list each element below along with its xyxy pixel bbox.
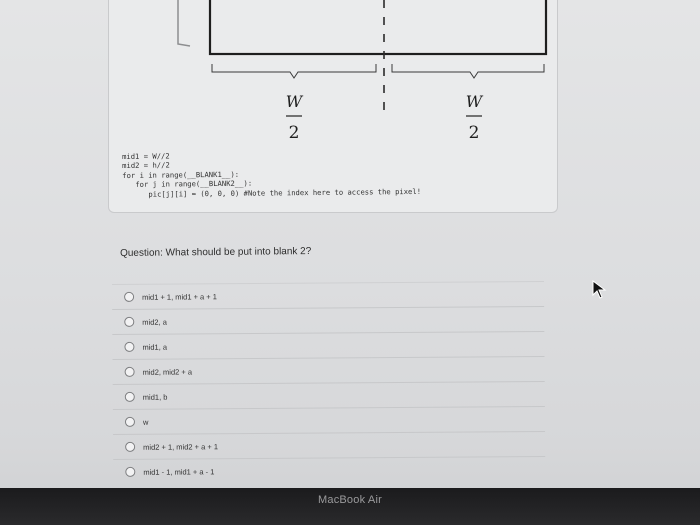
answer-option[interactable] (112, 281, 544, 309)
left-fraction-numerator: W (285, 92, 303, 111)
option-label: mid2, a (142, 317, 167, 327)
code-line: mid1 = W//2 (122, 151, 170, 161)
radio-button[interactable] (125, 367, 135, 377)
answer-option[interactable] (113, 406, 545, 434)
radio-button[interactable] (125, 467, 135, 477)
image-rectangle (210, 0, 546, 54)
radio-button[interactable] (125, 392, 135, 402)
right-fraction-numerator: W (465, 92, 483, 111)
left-brace (212, 64, 376, 78)
answer-option[interactable] (113, 431, 545, 459)
option-label: mid2 + 1, mid2 + a + 1 (143, 441, 219, 452)
radio-button[interactable] (125, 417, 135, 427)
code-block (122, 149, 421, 199)
answer-option[interactable] (112, 331, 544, 359)
answer-option[interactable] (113, 456, 545, 484)
code-line: for j in range(__BLANK2__): (122, 178, 253, 190)
mouse-cursor-icon (592, 280, 608, 300)
left-fraction-denominator: 2 (288, 123, 300, 143)
radio-button[interactable] (124, 317, 134, 327)
option-label: mid1 - 1, mid1 + a - 1 (143, 466, 215, 477)
answer-option[interactable] (113, 381, 545, 409)
right-fraction-denominator: 2 (468, 123, 480, 143)
option-label: mid1 + 1, mid1 + a + 1 (142, 291, 217, 302)
code-line: for i in range(__BLANK1__): (122, 169, 240, 180)
option-label: mid1, b (142, 392, 168, 402)
option-label: w (142, 417, 149, 427)
left-bracket (178, 0, 190, 46)
radio-button[interactable] (125, 442, 135, 452)
answer-option[interactable] (113, 356, 545, 384)
radio-button[interactable] (124, 292, 134, 302)
question-text: Question: What should be put into blank 2? (120, 245, 312, 259)
option-label: mid2, mid2 + a (142, 366, 193, 377)
code-line: pic[j][i] = (0, 0, 0) #Note the index here to access the pixel! (122, 186, 422, 199)
answer-options (112, 281, 545, 484)
right-brace (392, 64, 544, 78)
radio-button[interactable] (124, 342, 134, 352)
grid-diagram (0, 0, 700, 150)
device-label: MacBook Air (318, 494, 382, 506)
option-label: mid1, a (142, 342, 168, 352)
code-line: mid2 = h//2 (122, 160, 170, 171)
answer-option[interactable] (112, 306, 544, 334)
